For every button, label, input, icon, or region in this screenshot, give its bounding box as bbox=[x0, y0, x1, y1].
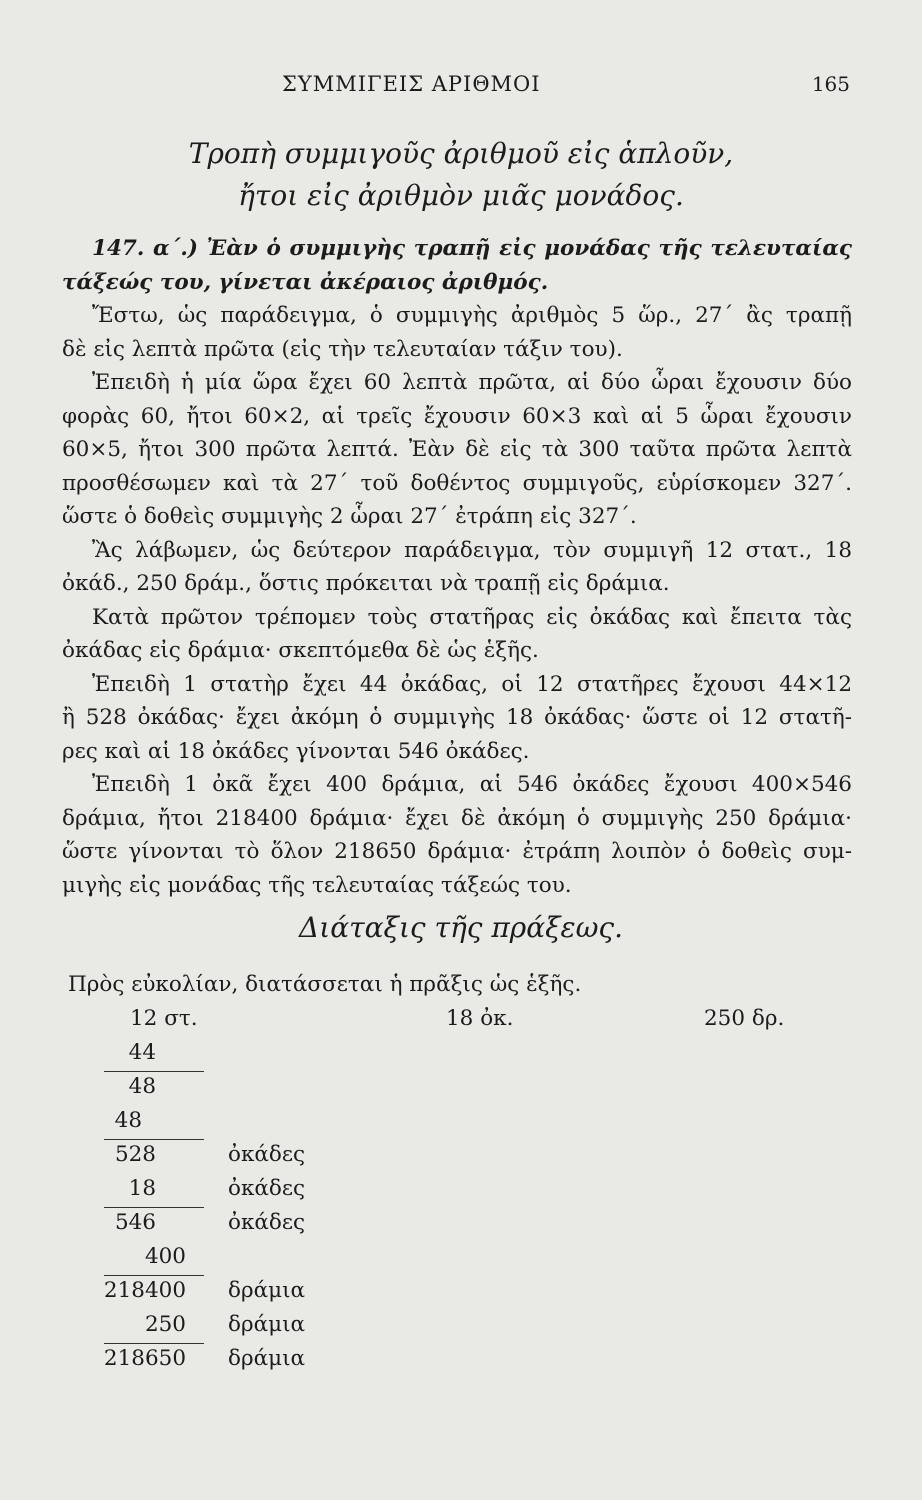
text-line: Ἐπειδὴ 1 ὀκᾶ ἔχει 400 δράμια, αἱ 546 ὀκάδες ἔχουσι 400×546 bbox=[92, 772, 852, 797]
text-line: ἢ 528 ὀκάδας· ἔχει ἀκόμη ὁ συμμιγὴς 18 ὀκάδας· ὥστε οἱ 12 στατῆ- bbox=[62, 705, 852, 730]
calc-number: 250 bbox=[144, 1312, 186, 1337]
subsection-title: Διάταξις τῆς πράξεως. bbox=[299, 911, 623, 944]
text-line: 60×5, ἤτοι 300 πρῶτα λεπτά. Ἐὰν δὲ εἰς τὰ 300 ταῦτα πρῶτα λεπτὰ bbox=[62, 437, 852, 462]
layout-intro: Πρὸς εὐκολίαν, διατάσσεται ἡ πρᾶξις ὡς ἑξῆς. bbox=[68, 972, 582, 997]
text-line: ὀκάδ., 250 δράμ., ὅστις πρόκειται νὰ τραπῇ εἰς δράμια. bbox=[62, 571, 670, 596]
calc-rule bbox=[104, 1139, 204, 1140]
calc-unit: δράμια bbox=[228, 1346, 306, 1371]
text-line: Κατὰ πρῶτον τρέπομεν τοὺς στατῆρας εἰς ὀκάδας καὶ ἔπειτα τὰς bbox=[92, 604, 852, 630]
text-line: Ἔστω, ὡς παράδειγμα, ὁ συμμιγὴς ἀριθμὸς 5 ὥρ., 27΄ ἂς τραπῇ bbox=[92, 303, 852, 328]
text-line: Ἐπειδὴ 1 στατὴρ ἔχει 44 ὀκάδας, οἱ 12 στατῆρες ἔχουσι 44×12 bbox=[92, 671, 852, 697]
section-title-line2: ἤτοι εἰς ἀριθμὸν μιᾶς μονάδος. bbox=[238, 179, 684, 212]
text-line: δὲ εἰς λεπτὰ πρῶτα (εἰς τὴν τελευταίαν τάξιν του). bbox=[62, 336, 623, 362]
page-header bbox=[60, 72, 850, 104]
paragraph-147 bbox=[62, 232, 852, 902]
head-stateres: 12 στ. bbox=[130, 1006, 198, 1031]
calc-rule bbox=[104, 1207, 204, 1208]
text-line: Ἂς λάβωμεν, ὡς δεύτερον παράδειγμα, τὸν συμμιγῆ 12 στατ., 18 bbox=[92, 537, 852, 563]
text-line: ρες καὶ αἱ 18 ὀκάδες γίνονται 546 ὀκάδες. bbox=[62, 738, 530, 764]
calc-number: 400 bbox=[144, 1244, 186, 1269]
running-title: ΣΥΜΜΙΓΕΙΣ ΑΡΙΘΜΟΙ bbox=[282, 72, 541, 96]
text-line: μιγὴς εἰς μονάδας τῆς τελευταίας τάξεώς του. bbox=[62, 872, 572, 898]
head-okades: 18 ὀκ. bbox=[446, 1006, 514, 1031]
text-line: προσθέσωμεν καὶ τὰ 27΄ τοῦ δοθέντος συμμιγοῦς, εὑρίσκομεν 327΄. bbox=[62, 470, 852, 496]
calc-number: 218650 bbox=[103, 1346, 186, 1371]
text-line: ὥστε ὁ δοθεὶς συμμιγὴς 2 ὧραι 27΄ ἐτράπη εἰς 327΄. bbox=[62, 504, 637, 529]
rule-statement-line1: 147. α΄.) Ἐὰν ὁ συμμιγὴς τραπῇ εἰς μονάδας τῆς τελευταίας bbox=[92, 236, 852, 261]
calc-number: 48 bbox=[128, 1074, 156, 1099]
text-line: Ἐπειδὴ ἡ μία ὥρα ἔχει 60 λεπτὰ πρῶτα, αἱ δύο ὧραι ἔχουσιν δύο bbox=[92, 370, 852, 395]
text-line: ὀκάδας εἰς δράμια· σκεπτόμεθα δὲ ὡς ἑξῆς. bbox=[62, 638, 539, 663]
calc-rule bbox=[104, 1275, 204, 1276]
calc-unit: ὀκάδες bbox=[228, 1176, 306, 1201]
calc-number: 218400 bbox=[103, 1278, 186, 1303]
text-line: ὥστε γίνονται τὸ ὅλον 218650 δράμια· ἐτράπη λοιπὸν ὁ δοθεὶς συμ- bbox=[62, 839, 852, 864]
calc-unit: ὀκάδες bbox=[228, 1142, 306, 1167]
head-dramia: 250 δρ. bbox=[704, 1006, 785, 1031]
calc-unit: δράμια bbox=[228, 1312, 306, 1337]
calc-unit: ὀκάδες bbox=[228, 1210, 306, 1235]
calc-rule bbox=[104, 1071, 204, 1072]
calc-number: 44 bbox=[128, 1040, 156, 1065]
calc-unit: δράμια bbox=[228, 1278, 306, 1303]
calc-number: 48 bbox=[114, 1108, 142, 1133]
calc-number: 18 bbox=[128, 1176, 156, 1201]
calc-number: 546 bbox=[114, 1210, 156, 1235]
text-line: δράμια, ἤτοι 218400 δράμια· ἔχει δὲ ἀκόμη ὁ συμμιγὴς 250 δράμια· bbox=[62, 805, 852, 831]
calc-number: 528 bbox=[114, 1142, 156, 1167]
rule-statement-line2: τάξεώς του, γίνεται ἀκέραιος ἀριθμός. bbox=[62, 269, 549, 295]
section-title-line1: Τροπὴ συμμιγοῦς ἀριθμοῦ εἰς ἁπλοῦν, bbox=[188, 137, 734, 170]
text-line: φορὰς 60, ἤτοι 60×2, αἱ τρεῖς ἔχουσιν 60×3 καὶ αἱ 5 ὧραι ἔχουσιν bbox=[62, 403, 852, 429]
page-number: 165 bbox=[811, 72, 850, 96]
calc-rule bbox=[104, 1343, 204, 1344]
